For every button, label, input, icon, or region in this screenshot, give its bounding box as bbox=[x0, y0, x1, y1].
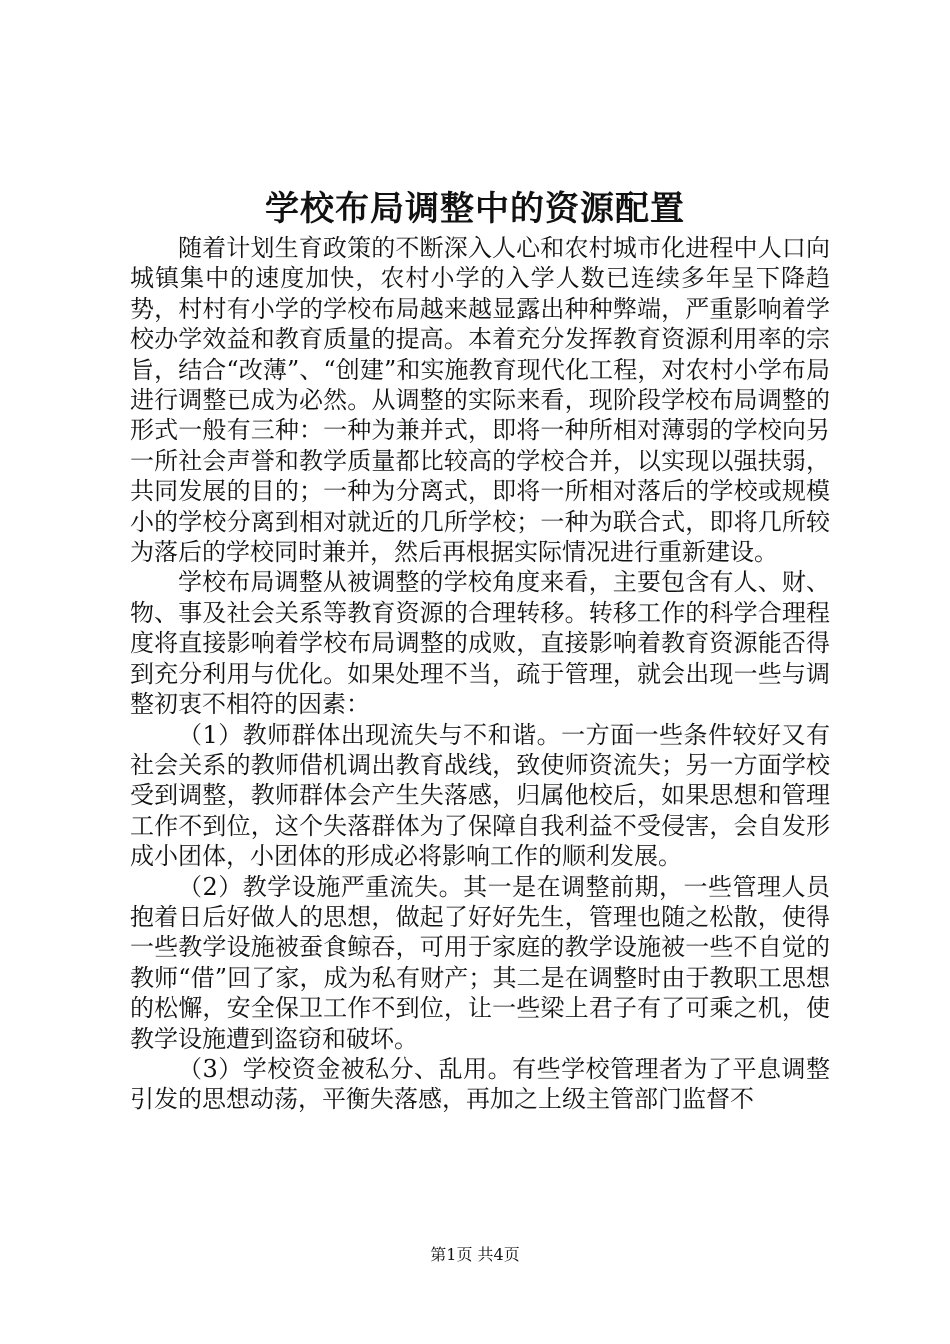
paragraph-teacher-loss: （1）教师群体出现流失与不和谐。一方面一些条件较好又有社会关系的教师借机调出教育战线，致使师资流失；另一方面学校受到调整，教师群体会产生失落感，归属他校后，如果思想和管理工作不到位，这个失落群体为了保障自我利益不受侵害，会自发形成小团体，小团体的形成必将影响工作的顺利发展。 bbox=[130, 720, 830, 871]
document-title: 学校布局调整中的资源配置 bbox=[265, 189, 685, 229]
paragraph-intro: 随着计划生育政策的不断深入人心和农村城市化进程中人口向城镇集中的速度加快，农村小学的入学人数已连续多年呈下降趋势，村村有小学的学校布局越来越显露出种种弊端，严重影响着学校办学效益和教育质量的提高。本着充分发挥教育资源利用率的宗旨，结合“改薄”、“创建”和实施教育现代化工程，对农村小学布局进行调整已成为必然。从调整的实际来看，现阶段学校布局调整的形式一般有三种：一种为兼并式，即将一种所相对薄弱的学校向另一所社会声誉和教学质量都比较高的学校合并，以实现以强扶弱，共同发展的目的；一种为分离式，即将一所相对落后的学校或规模小的学校分离到相对就近的几所学校；一种为联合式，即将几所较为落后的学校同时兼并，然后再根据实际情况进行重新建设。 bbox=[130, 234, 830, 567]
document-body bbox=[130, 233, 830, 1115]
paragraph-resource-transfer: 学校布局调整从被调整的学校角度来看，主要包含有人、财、物、事及社会关系等教育资源的合理转移。转移工作的科学合理程度将直接影响着学校布局调整的成败，直接影响着教育资源能否得到充分利用与优化。如果处理不当，疏于管理，就会出现一些与调整初衷不相符的因素： bbox=[130, 568, 830, 719]
page-number-footer: 第1页 共4页 bbox=[430, 1245, 520, 1264]
paragraph-facility-loss: （2）教学设施严重流失。其一是在调整前期，一些管理人员抱着日后好做人的思想，做起了好好先生，管理也随之松散，使得一些教学设施被蚕食鲸吞，可用于家庭的教学设施被一些不自觉的教师“借”回了家，成为私有财产；其二是在调整时由于教职工思想的松懈，安全保卫工作不到位，让一些梁上君子有了可乘之机，使教学设施遭到盗窃和破坏。 bbox=[130, 872, 830, 1053]
paragraph-fund-misuse: （3）学校资金被私分、乱用。有些学校管理者为了平息调整引发的思想动荡，平衡失落感，再加之上级主管部门监督不 bbox=[130, 1054, 830, 1114]
